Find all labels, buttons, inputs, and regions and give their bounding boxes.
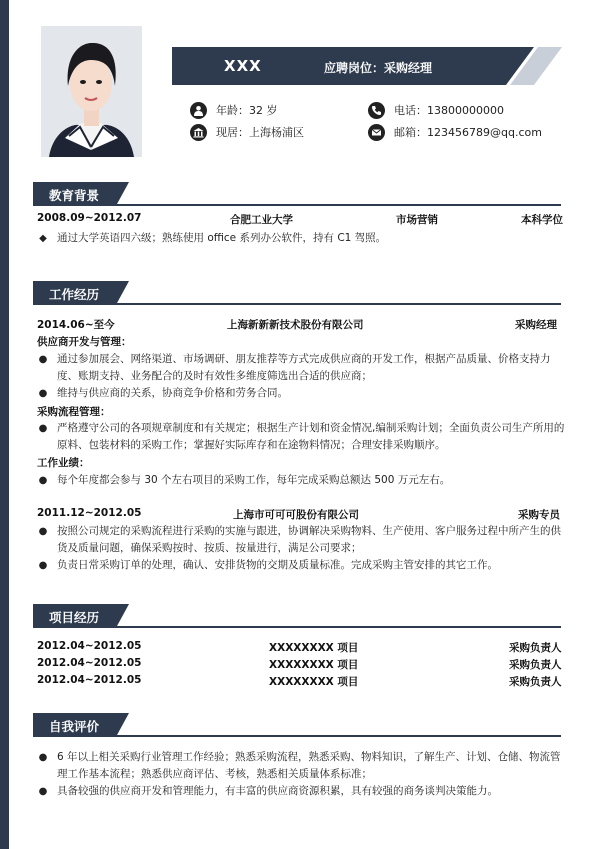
envelope-icon xyxy=(368,124,385,141)
list-item: ● 6 年以上相关采购行业管理工作经验；熟悉采购流程，熟悉采购、物料知识，了解生产、计划、仓储、物流管理工作基本流程；熟悉供应商评估、考核，熟悉相关质量体系标准； xyxy=(38,751,561,780)
list-item: ● 负责日常采购订单的处理，确认、安排货物的交期及质量标准。完成采购主管安排的其它工作。 xyxy=(38,559,498,571)
section-self-header xyxy=(33,713,593,737)
info-phone: 电话：13800000000 xyxy=(368,100,504,120)
list-item: ● 具备较强的供应商开发和管理能力，有丰富的供应商资源积累，具有较强的商务谈判决策能力。 xyxy=(38,785,498,797)
project-row: 2012.04~2012.05 XXXXXXXX 项目 采购负责人 xyxy=(37,657,562,671)
section-divider xyxy=(33,626,561,628)
list-item: ● 每个年度都会参与 30 个左右项目的采购工作，每年完成采购总额达 500 万元左右。 xyxy=(38,474,451,486)
name-banner xyxy=(172,47,562,85)
section-divider xyxy=(33,303,561,305)
list-item: ● 按照公司规定的采购流程进行采购的实施与跟进，协调解决采购物料、生产使用、客户服务过程中所产生的供货及质量问题，确保采购按时、按质、按量进行，满足公司要求； xyxy=(38,525,561,554)
section-projects-title: 项目经历 xyxy=(49,610,100,625)
education-row: 2008.09~2012.07 合肥工业大学 市场营销 本科学位 xyxy=(37,212,563,226)
section-projects-header xyxy=(33,604,593,628)
section-divider xyxy=(33,735,561,737)
info-email: 邮箱：123456789@qq.com xyxy=(368,122,542,142)
section-divider xyxy=(33,204,561,206)
job1-performance-list xyxy=(37,472,567,489)
list-item: ● 维持与供应商的关系，协商竞争价格和劳务合同。 xyxy=(38,387,288,399)
building-icon xyxy=(190,124,207,141)
project-row: 2012.04~2012.05 XXXXXXXX 项目 采购负责人 xyxy=(37,674,562,688)
job1-subhead-performance: 工作业绩： xyxy=(37,457,90,469)
job2-row: 2011.12~2012.05 上海市可可可股份有限公司 采购专员 xyxy=(37,507,560,521)
section-work-header xyxy=(33,281,593,305)
education-notes xyxy=(37,230,567,247)
phone-icon xyxy=(368,102,385,119)
job1-row: 2014.06~至今 上海新新新技术股份有限公司 采购经理 xyxy=(37,319,557,331)
list-item: ● 严格遵守公司的各项规章制度和有关规定；根据生产计划和资金情况,编制采购计划；全面负责公司生产所用的原料、包装材料的采购工作；掌握好实际库存和在途物料情况；合理安排采购顺序。 xyxy=(38,422,565,451)
candidate-name: XXX xyxy=(224,57,262,75)
job1-supplier-list xyxy=(37,351,567,402)
left-accent-bar xyxy=(0,0,9,849)
list-item: ◆ 通过大学英语四六级；熟练使用 office 系列办公软件，持有 C1 驾照。 xyxy=(37,230,567,247)
job1-subhead-supplier: 供应商开发与管理： xyxy=(37,336,132,348)
job1-process-list xyxy=(37,420,567,454)
applied-position: 应聘岗位：采购经理 xyxy=(324,61,433,75)
profile-photo xyxy=(41,26,142,157)
section-work-title: 工作经历 xyxy=(49,287,100,302)
section-self-title: 自我评价 xyxy=(49,719,100,734)
diamond-bullet-icon: ◆ xyxy=(39,233,47,244)
section-education-header xyxy=(33,182,593,206)
person-icon xyxy=(190,102,207,119)
section-education-title: 教育背景 xyxy=(49,188,100,203)
info-age: 年龄：32 岁 xyxy=(190,100,278,120)
info-residence: 现居：上海杨浦区 xyxy=(190,122,304,142)
self-evaluation-list xyxy=(37,749,567,800)
project-row: 2012.04~2012.05 XXXXXXXX 项目 采购负责人 xyxy=(37,640,562,654)
job2-list xyxy=(37,523,567,574)
job1-subhead-process: 采购流程管理： xyxy=(37,406,111,418)
list-item: ● 通过参加展会、网络渠道、市场调研、朋友推荐等方式完成供应商的开发工作，根据产品质量、价格支持力度、账期支持、业务配合的及时有效性多维度筛选出合适的供应商； xyxy=(38,353,551,382)
